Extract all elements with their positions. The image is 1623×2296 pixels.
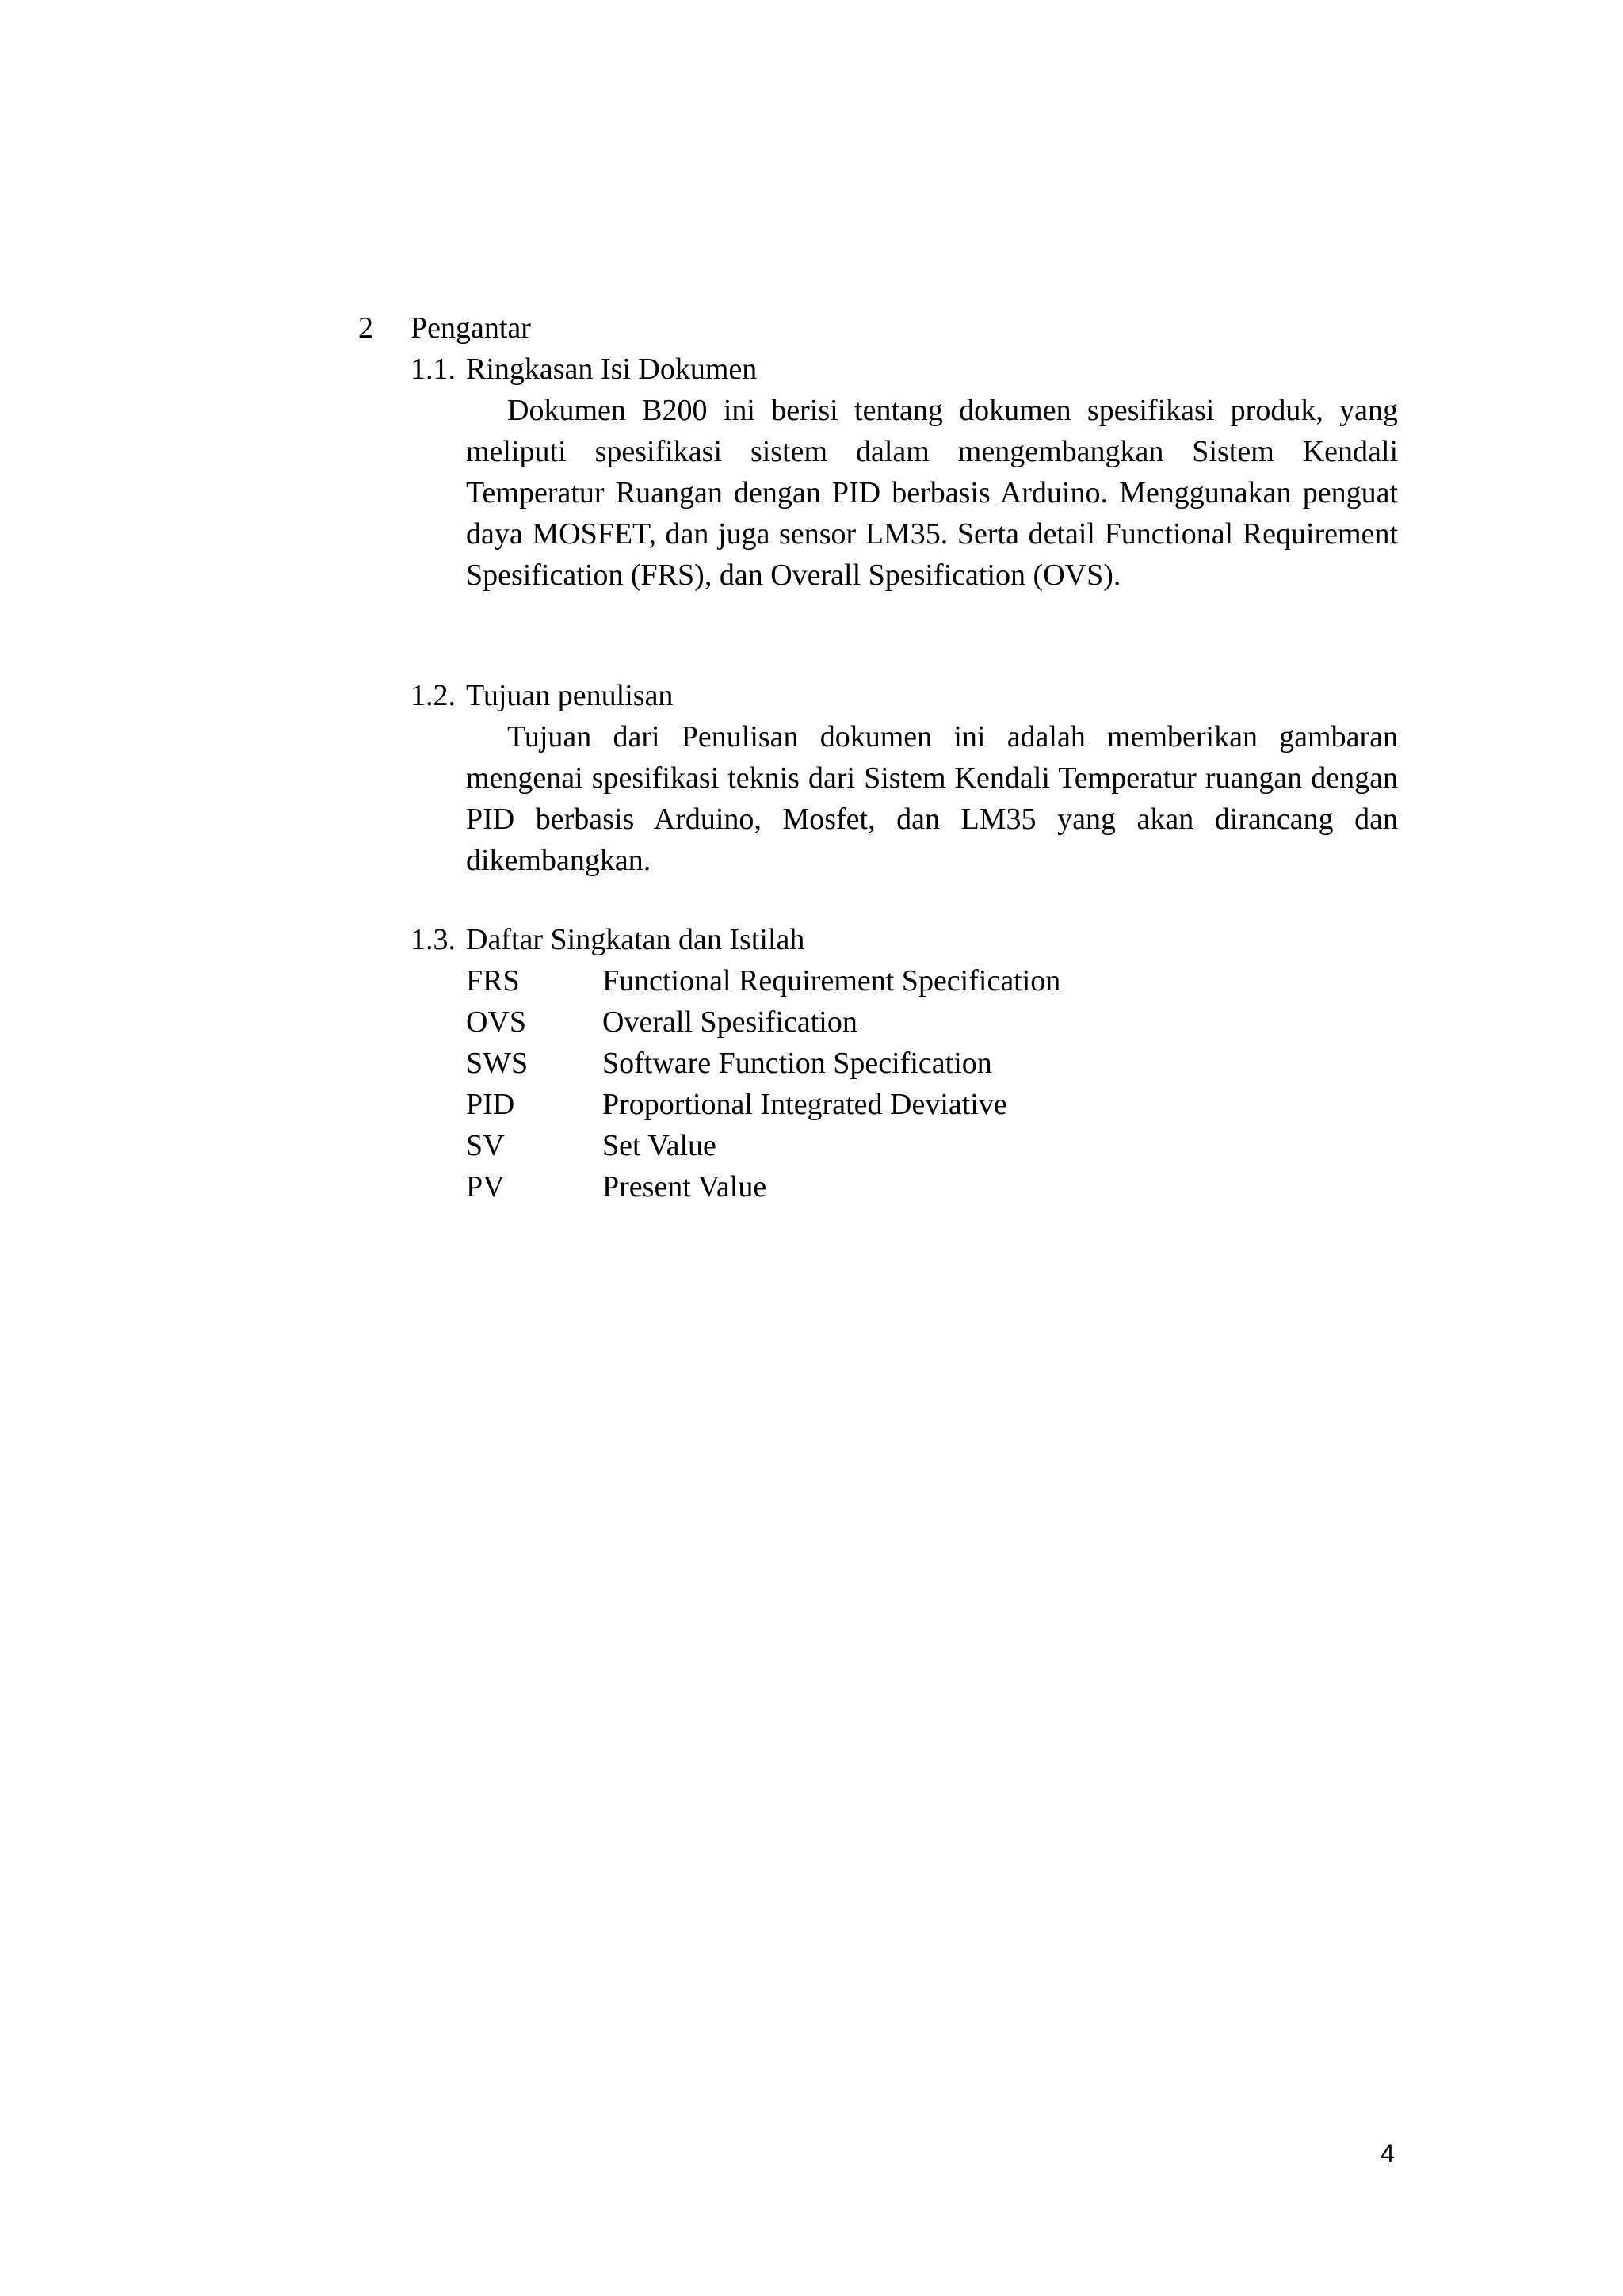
abbreviation-row — [466, 1043, 992, 1084]
abbreviation-key: PV — [466, 1170, 505, 1203]
section-title: Pengantar — [411, 311, 531, 345]
page-number: 4 — [1381, 2139, 1395, 2168]
abbreviation-value: Functional Requirement Specification — [602, 964, 1061, 997]
subsection-1-1-number: 1.1. — [411, 353, 456, 386]
subsection-1-2-body — [466, 716, 1398, 881]
abbreviation-key: SWS — [466, 1047, 529, 1080]
subsection-1-2-number: 1.2. — [411, 679, 456, 712]
abbreviation-key: OVS — [466, 1005, 527, 1039]
abbreviation-value: Software Function Specification — [602, 1047, 992, 1080]
section-number: 2 — [358, 311, 373, 345]
abbreviation-row — [466, 1084, 1007, 1125]
abbreviation-row — [466, 1125, 716, 1166]
abbreviation-key: PID — [466, 1088, 515, 1121]
abbreviation-value: Present Value — [602, 1170, 767, 1203]
abbreviation-row — [466, 1001, 857, 1043]
abbreviation-value: Proportional Integrated Deviative — [602, 1088, 1007, 1121]
abbreviation-value: Set Value — [602, 1129, 716, 1162]
subsection-1-2-title: Tujuan penulisan — [466, 679, 674, 712]
abbreviation-key: SV — [466, 1129, 505, 1162]
abbreviation-row — [466, 960, 1060, 1001]
subsection-1-3-title: Daftar Singkatan dan Istilah — [466, 923, 805, 956]
abbreviation-row — [466, 1166, 766, 1207]
subsection-1-1-title: Ringkasan Isi Dokumen — [466, 353, 758, 386]
abbreviation-value: Overall Spesification — [602, 1005, 857, 1039]
subsection-1-1-body — [466, 390, 1398, 596]
subsection-1-3-number: 1.3. — [411, 923, 456, 956]
abbreviation-key: FRS — [466, 964, 520, 997]
subsection-1-1-paragraph: Dokumen B200 ini berisi tentang dokumen spesifikasi produk, yang meliputi spesifikasi sistem dalam mengembangkan Sistem Kendali Temperatur Ruangan dengan PID berbasis Arduino. Menggunakan penguat daya MOSFET, dan juga sensor LM35. Serta detail Functional Requirement Spesification (FRS), dan Overall Spesification (OVS). — [466, 394, 1398, 592]
subsection-1-2-paragraph: Tujuan dari Penulisan dokumen ini adalah memberikan gambaran mengenai spesifikasi teknis dari Sistem Kendali Temperatur ruangan dengan PID berbasis Arduino, Mosfet, dan LM35 yang akan dirancang dan dikembangkan. — [466, 720, 1398, 877]
